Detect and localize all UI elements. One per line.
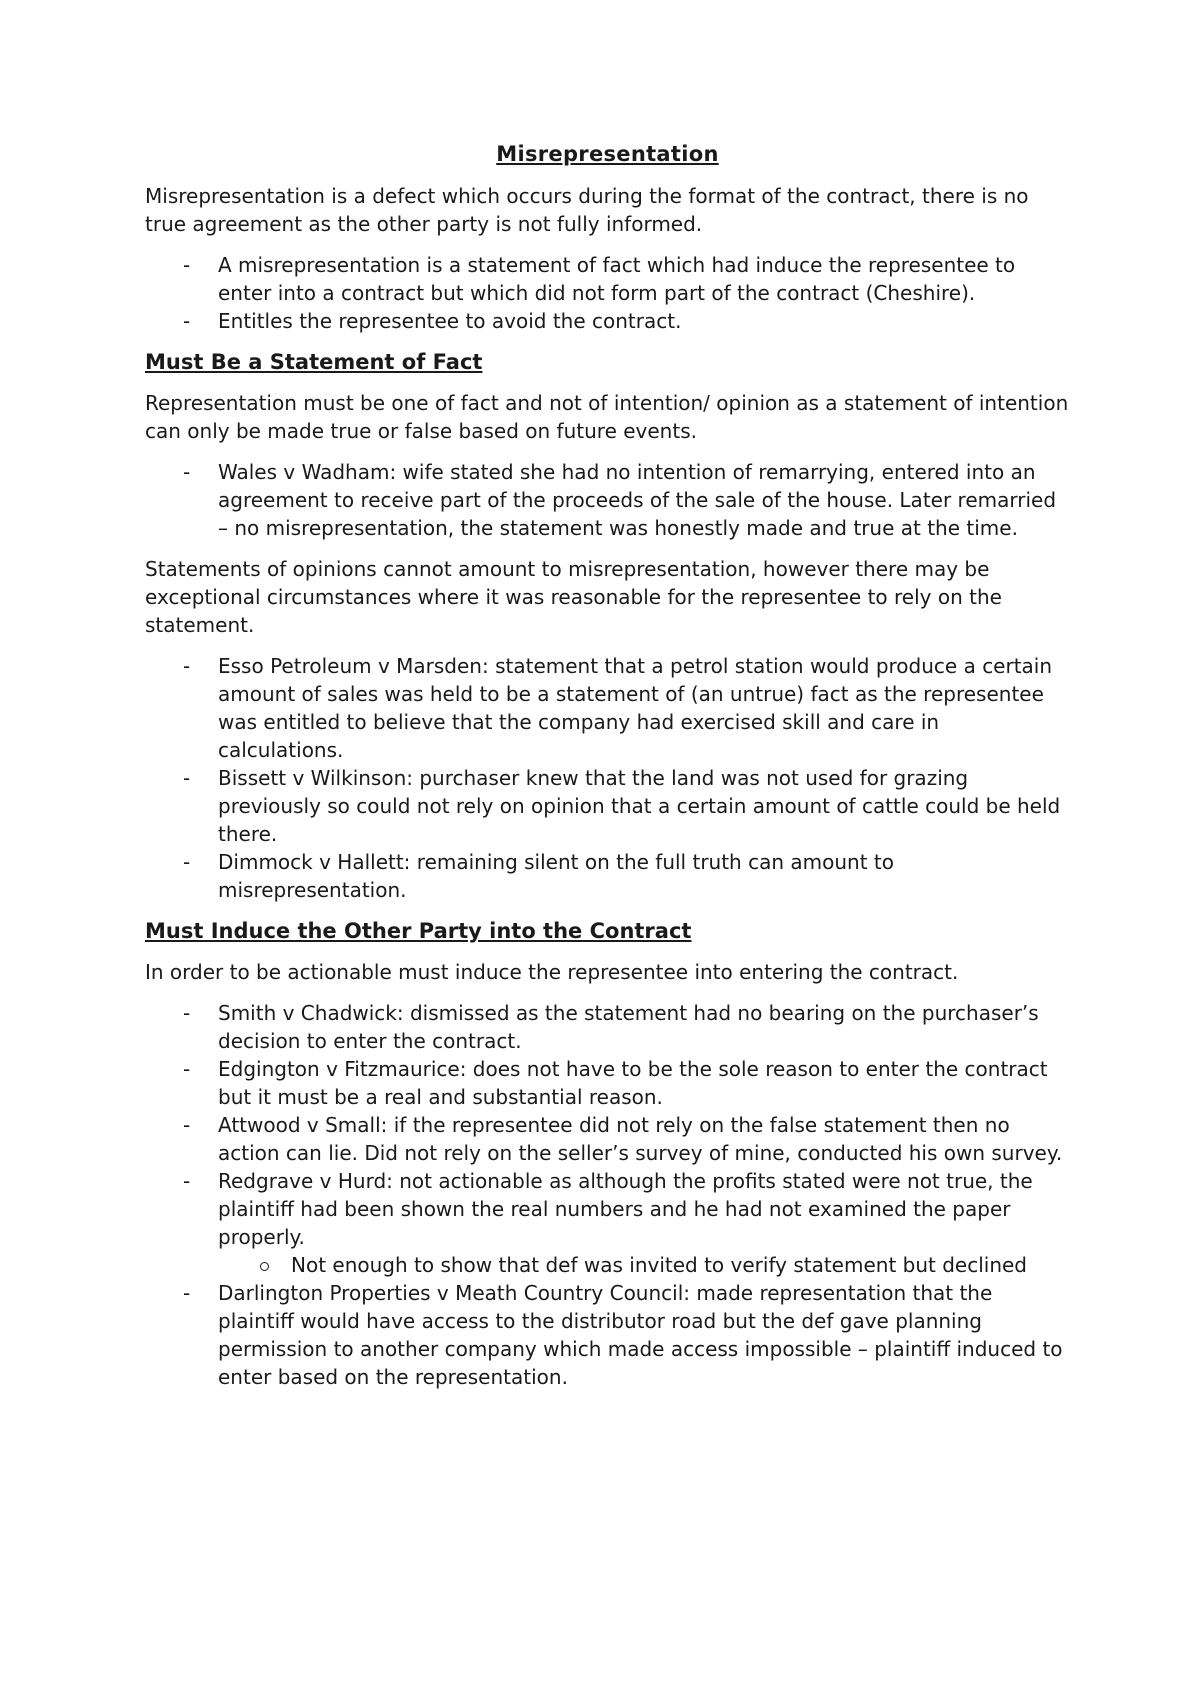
list-item: - Wales v Wadham: wife stated she had no intention of remarrying, entered into an agreement to receive part of the proceeds of the sale of the house. Later remarried – no misrepresentation, the statement was honestly made and true at the time. <box>183 460 1057 540</box>
section-paragraph: Statements of opinions cannot amount to misrepresentation, however there may be exceptional circumstances where it was reasonable for the representee to rely on the statement. <box>145 557 1002 637</box>
case-list <box>145 458 1070 542</box>
list-item: - Darlington Properties v Meath Country Council: made representation that the plaintiff would have access to the distributor road but the def gave planning permission to another company which made access impossible – plaintiff induced to enter based on the representation. <box>183 1281 1063 1389</box>
section-heading-statement-of-fact: Must Be a Statement of Fact <box>145 350 483 374</box>
dash-bullet: - <box>183 1169 191 1193</box>
page-title: Misrepresentation <box>496 142 719 166</box>
dash-bullet: - <box>183 1281 191 1305</box>
list-item: - Entitles the representee to avoid the contract. <box>183 309 682 333</box>
dash-bullet: - <box>183 460 191 484</box>
list-item: - A misrepresentation is a statement of fact which had induce the representee to enter into a contract but which did not form part of the contract (Cheshire). <box>183 253 1016 305</box>
list-item: - Attwood v Small: if the representee did not rely on the false statement then no action can lie. Did not rely on the seller’s survey of mine, conducted his own survey. <box>183 1113 1063 1165</box>
dash-bullet: - <box>183 1113 191 1137</box>
dash-bullet: - <box>183 309 191 333</box>
list-item: - Esso Petroleum v Marsden: statement that a petrol station would produce a certain amount of sales was held to be a statement of (an untrue) fact as the representee was entitled to believe that the company had exercised skill and care in calculations. <box>183 654 1053 762</box>
list-item: - Bissett v Wilkinson: purchaser knew that the land was not used for grazing previously so could not rely on opinion that a certain amount of cattle could be held there. <box>183 766 1061 846</box>
dash-bullet: - <box>183 1001 191 1025</box>
intro-paragraph: Misrepresentation is a defect which occurs during the format of the contract, there is no true agreement as the other party is not fully informed. <box>145 184 1029 236</box>
section-paragraph: In order to be actionable must induce the representee into entering the contract. <box>145 960 959 984</box>
section-heading-induce-contract: Must Induce the Other Party into the Contract <box>145 919 692 943</box>
dash-bullet: - <box>183 654 191 678</box>
dash-bullet: - <box>183 766 191 790</box>
circle-bullet-icon <box>260 1262 269 1271</box>
sub-list-item: Not enough to show that def was invited to verify statement but declined <box>218 1251 1070 1279</box>
list-item: - Smith v Chadwick: dismissed as the statement had no bearing on the purchaser’s decision to enter the contract. <box>183 1001 1039 1053</box>
case-list <box>145 999 1070 1391</box>
list-item: - Redgrave v Hurd: not actionable as although the profits stated were not true, the plaintiff had been shown the real numbers and he had not examined the paper properly. Not enough to show that def was invited to verify statement but declined <box>145 1167 1070 1279</box>
intro-list <box>145 251 1070 335</box>
list-item: - Edgington v Fitzmaurice: does not have to be the sole reason to enter the contract but it must be a real and substantial reason. <box>183 1057 1048 1109</box>
dash-bullet: - <box>183 1057 191 1081</box>
dash-bullet: - <box>183 253 191 277</box>
case-list <box>145 652 1070 904</box>
sub-list <box>218 1251 1070 1279</box>
list-item: - Dimmock v Hallett: remaining silent on the full truth can amount to misrepresentation. <box>183 850 894 902</box>
section-paragraph: Representation must be one of fact and not of intention/ opinion as a statement of intention can only be made true or false based on future events. <box>145 391 1069 443</box>
dash-bullet: - <box>183 850 191 874</box>
